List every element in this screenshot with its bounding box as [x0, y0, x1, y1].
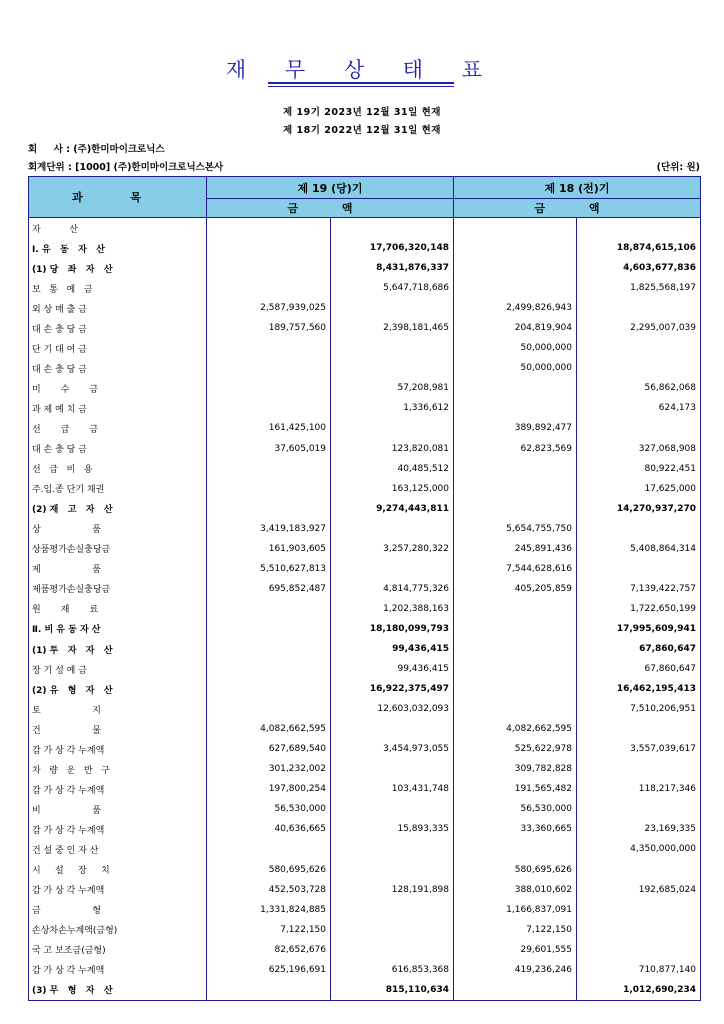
prior-amount-cell: 56,530,000	[454, 799, 577, 819]
table-row	[29, 699, 701, 719]
prior-amount-cell	[577, 860, 701, 880]
table-row	[29, 238, 701, 258]
table-row	[29, 920, 701, 940]
current-amount-cell: 197,800,254	[207, 779, 331, 799]
current-amount-cell: 189,757,560	[207, 318, 331, 338]
prior-period-header: 제 18 (전)기	[454, 177, 701, 199]
account-name: 국 고 보조금(금형)	[29, 940, 207, 960]
prior-amount-cell: 80,922,451	[577, 459, 701, 479]
current-amount-cell: 99,436,415	[331, 639, 454, 659]
account-name: 감 가 상 각 누계액	[29, 779, 207, 799]
current-amount-cell: 301,232,002	[207, 759, 331, 779]
account-name: (1) 투 자 자 산	[29, 639, 207, 659]
current-amount-cell: 57,208,981	[331, 378, 454, 398]
title-underline	[268, 82, 454, 84]
prior-amount-cell	[454, 839, 577, 859]
current-amount-cell: 82,652,676	[207, 940, 331, 960]
table-row	[29, 839, 701, 859]
prior-amount-cell	[577, 298, 701, 318]
account-name: 감 가 상 각 누계액	[29, 739, 207, 759]
prior-amount-cell: 18,874,615,106	[577, 238, 701, 258]
current-amount-cell: 5,510,627,813	[207, 559, 331, 579]
current-amount-cell	[331, 719, 454, 739]
table-row	[29, 338, 701, 358]
account-name: 과 제 예 치 금	[29, 398, 207, 418]
table-row	[29, 459, 701, 479]
prior-amount-cell: 580,695,626	[454, 860, 577, 880]
account-name: 선 급 금	[29, 418, 207, 438]
current-amount-cell	[207, 499, 331, 519]
prior-amount-cell: 191,565,482	[454, 779, 577, 799]
current-amount-cell: 103,431,748	[331, 779, 454, 799]
table-row	[29, 779, 701, 799]
current-amount-cell: 123,820,081	[331, 439, 454, 459]
current-amount-cell: 15,893,335	[331, 819, 454, 839]
account-name: 시 설 장 치	[29, 860, 207, 880]
table-row	[29, 519, 701, 539]
prior-amount-cell: 56,862,068	[577, 378, 701, 398]
account-name: 보 통 예 금	[29, 278, 207, 298]
prior-amount-cell	[577, 940, 701, 960]
current-amount-cell: 625,196,691	[207, 960, 331, 980]
account-name: (1) 당 좌 자 산	[29, 258, 207, 278]
balance-sheet-table	[28, 176, 701, 1001]
prior-amount-cell	[454, 659, 577, 679]
current-amount-cell: 1,331,824,885	[207, 900, 331, 920]
current-amount-cell	[207, 338, 331, 358]
prior-amount-cell: 4,603,677,836	[577, 258, 701, 278]
current-amount-cell	[207, 479, 331, 499]
table-row	[29, 398, 701, 418]
current-amount-cell: 1,336,612	[331, 398, 454, 418]
current-amount-cell: 99,436,415	[331, 659, 454, 679]
company-name: 회 사 : (주)한미마이크로닉스	[28, 144, 165, 155]
account-name: (3) 무 형 자 산	[29, 980, 207, 1001]
current-amount-cell: 2,398,181,465	[331, 318, 454, 338]
account-name: 미 수 금	[29, 378, 207, 398]
prior-amount-cell	[454, 398, 577, 418]
prior-amount-cell: 4,082,662,595	[454, 719, 577, 739]
current-amount-cell	[331, 860, 454, 880]
table-row	[29, 679, 701, 699]
account-name: 제 품	[29, 559, 207, 579]
table-row	[29, 218, 701, 239]
account-name: 상 품	[29, 519, 207, 539]
account-name: (2) 재 고 자 산	[29, 499, 207, 519]
prior-amount-cell: 50,000,000	[454, 358, 577, 378]
table-row	[29, 599, 701, 619]
prior-amount-cell	[454, 599, 577, 619]
prior-amount-cell: 16,462,195,413	[577, 679, 701, 699]
current-amount-cell: 580,695,626	[207, 860, 331, 880]
current-amount-cell: 452,503,728	[207, 880, 331, 900]
account-name: 주.임.종 단기 채권	[29, 479, 207, 499]
prior-amount-cell: 192,685,024	[577, 880, 701, 900]
prior-amount-cell	[577, 358, 701, 378]
current-amount-cell	[207, 839, 331, 859]
prior-amount-cell: 1,012,690,234	[577, 980, 701, 1001]
current-amount-cell	[207, 398, 331, 418]
prior-amount-cell	[454, 479, 577, 499]
prior-amount-cell: 3,557,039,617	[577, 739, 701, 759]
table-row	[29, 960, 701, 980]
period-current: 제 19기 2023년 12월 31일 현재	[283, 107, 441, 118]
current-amount-cell	[207, 599, 331, 619]
table-row	[29, 860, 701, 880]
prior-amount-cell: 67,860,647	[577, 659, 701, 679]
current-amount-cell	[207, 980, 331, 1001]
current-amount-header: 금 액	[207, 199, 454, 218]
account-name: 단 기 대 여 금	[29, 338, 207, 358]
current-amount-cell	[207, 699, 331, 719]
prior-amount-cell	[454, 499, 577, 519]
account-header: 과 목	[29, 177, 207, 218]
account-name: 비 품	[29, 799, 207, 819]
account-name: 자 산	[29, 218, 207, 239]
current-amount-cell	[207, 258, 331, 278]
period-prior: 제 18기 2022년 12월 31일 현재	[283, 125, 441, 136]
current-amount-cell: 16,922,375,497	[331, 679, 454, 699]
prior-amount-cell	[577, 920, 701, 940]
accounting-unit: 회계단위 : [1000] (주)한미마이크로닉스본사	[28, 162, 224, 173]
balance-sheet-body	[29, 218, 701, 1001]
prior-amount-cell: 525,622,978	[454, 739, 577, 759]
current-amount-cell	[207, 278, 331, 298]
current-amount-cell: 40,485,512	[331, 459, 454, 479]
account-name: 원 재 료	[29, 599, 207, 619]
prior-amount-cell: 7,544,628,616	[454, 559, 577, 579]
account-name: 제품평가손실충당금	[29, 579, 207, 599]
prior-amount-cell	[577, 559, 701, 579]
current-amount-cell: 56,530,000	[207, 799, 331, 819]
current-amount-cell	[207, 218, 331, 239]
table-row	[29, 298, 701, 318]
account-name: 감 가 상 각 누계액	[29, 880, 207, 900]
prior-amount-cell	[577, 519, 701, 539]
prior-amount-cell: 405,205,859	[454, 579, 577, 599]
account-name: 감 가 상 각 누계액	[29, 960, 207, 980]
prior-amount-cell: 624,173	[577, 398, 701, 418]
prior-amount-cell: 309,782,828	[454, 759, 577, 779]
prior-amount-cell	[577, 900, 701, 920]
current-amount-cell: 695,852,487	[207, 579, 331, 599]
current-amount-cell	[331, 759, 454, 779]
current-amount-cell	[207, 619, 331, 639]
prior-amount-cell: 388,010,602	[454, 880, 577, 900]
prior-amount-cell: 29,601,555	[454, 940, 577, 960]
prior-amount-cell	[577, 338, 701, 358]
table-row	[29, 278, 701, 298]
prior-amount-cell: 389,892,477	[454, 418, 577, 438]
table-row	[29, 659, 701, 679]
prior-amount-cell: 4,350,000,000	[577, 839, 701, 859]
account-name: Ⅱ. 비 유 동 자 산	[29, 619, 207, 639]
current-amount-cell: 12,603,032,093	[331, 699, 454, 719]
account-name: 대 손 충 당 금	[29, 358, 207, 378]
table-row	[29, 759, 701, 779]
prior-amount-cell: 710,877,140	[577, 960, 701, 980]
current-amount-cell: 161,903,605	[207, 539, 331, 559]
current-amount-cell	[207, 639, 331, 659]
prior-amount-cell: 33,360,665	[454, 819, 577, 839]
table-row	[29, 318, 701, 338]
page-title: 재 무 상 태 표	[225, 58, 499, 82]
account-name: 차 량 운 반 구	[29, 759, 207, 779]
prior-amount-cell: 17,995,609,941	[577, 619, 701, 639]
table-row	[29, 559, 701, 579]
current-amount-cell	[331, 839, 454, 859]
prior-amount-cell: 67,860,647	[577, 639, 701, 659]
prior-amount-cell: 7,510,206,951	[577, 699, 701, 719]
account-name: Ⅰ. 유 동 자 산	[29, 238, 207, 258]
prior-amount-cell: 62,823,569	[454, 439, 577, 459]
prior-amount-cell	[454, 459, 577, 479]
current-amount-cell: 815,110,634	[331, 980, 454, 1001]
prior-amount-cell	[454, 278, 577, 298]
current-amount-cell: 1,202,388,163	[331, 599, 454, 619]
current-amount-cell	[331, 920, 454, 940]
account-name: 대 손 충 당 금	[29, 318, 207, 338]
current-amount-cell	[207, 659, 331, 679]
prior-amount-cell: 204,819,904	[454, 318, 577, 338]
currency-unit: (단위: 원)	[656, 162, 700, 173]
current-amount-cell: 7,122,150	[207, 920, 331, 940]
table-row	[29, 619, 701, 639]
prior-amount-cell: 17,625,000	[577, 479, 701, 499]
current-amount-cell: 4,082,662,595	[207, 719, 331, 739]
current-amount-cell	[207, 358, 331, 378]
account-name: 건 설 중 인 자 산	[29, 839, 207, 859]
prior-amount-cell: 419,236,246	[454, 960, 577, 980]
current-amount-cell	[331, 940, 454, 960]
current-amount-cell	[331, 338, 454, 358]
current-amount-cell: 5,647,718,686	[331, 278, 454, 298]
table-row	[29, 719, 701, 739]
prior-amount-cell	[454, 238, 577, 258]
current-amount-cell: 17,706,320,148	[331, 238, 454, 258]
table-row	[29, 439, 701, 459]
prior-amount-cell: 14,270,937,270	[577, 499, 701, 519]
prior-amount-cell: 327,068,908	[577, 439, 701, 459]
account-name: (2) 유 형 자 산	[29, 679, 207, 699]
table-row	[29, 940, 701, 960]
prior-amount-cell	[454, 619, 577, 639]
account-name: 감 가 상 각 누계액	[29, 819, 207, 839]
table-row	[29, 418, 701, 438]
prior-amount-cell: 1,166,837,091	[454, 900, 577, 920]
current-amount-cell	[331, 900, 454, 920]
current-amount-cell: 18,180,099,793	[331, 619, 454, 639]
prior-amount-cell: 2,499,826,943	[454, 298, 577, 318]
prior-amount-cell: 23,169,335	[577, 819, 701, 839]
current-amount-cell	[331, 358, 454, 378]
prior-amount-cell: 1,825,568,197	[577, 278, 701, 298]
prior-amount-cell: 7,139,422,757	[577, 579, 701, 599]
prior-amount-cell: 7,122,150	[454, 920, 577, 940]
current-amount-cell	[207, 459, 331, 479]
prior-amount-cell	[577, 799, 701, 819]
account-name: 금 형	[29, 900, 207, 920]
prior-amount-cell	[577, 759, 701, 779]
account-name: 장 기 성 예 금	[29, 659, 207, 679]
current-amount-cell: 37,605,019	[207, 439, 331, 459]
current-amount-cell: 40,636,665	[207, 819, 331, 839]
current-amount-cell: 2,587,939,025	[207, 298, 331, 318]
table-row	[29, 799, 701, 819]
current-amount-cell	[331, 218, 454, 239]
current-amount-cell: 3,454,973,055	[331, 739, 454, 759]
account-name: 손상차손누계액(금형)	[29, 920, 207, 940]
prior-amount-cell	[454, 980, 577, 1001]
prior-amount-cell: 118,217,346	[577, 779, 701, 799]
table-row	[29, 539, 701, 559]
account-name: 건 물	[29, 719, 207, 739]
account-name: 대 손 충 당 금	[29, 439, 207, 459]
current-amount-cell: 8,431,876,337	[331, 258, 454, 278]
table-row	[29, 819, 701, 839]
table-row	[29, 639, 701, 659]
current-amount-cell: 3,419,183,927	[207, 519, 331, 539]
current-amount-cell	[331, 559, 454, 579]
table-row	[29, 980, 701, 1001]
prior-amount-cell	[454, 378, 577, 398]
prior-amount-cell	[454, 679, 577, 699]
table-row	[29, 579, 701, 599]
table-row	[29, 499, 701, 519]
current-amount-cell	[331, 519, 454, 539]
account-name: 외 상 매 출 금	[29, 298, 207, 318]
table-row	[29, 479, 701, 499]
current-amount-cell: 9,274,443,811	[331, 499, 454, 519]
current-amount-cell: 161,425,100	[207, 418, 331, 438]
prior-amount-cell: 1,722,650,199	[577, 599, 701, 619]
prior-amount-cell	[577, 218, 701, 239]
prior-amount-cell: 50,000,000	[454, 338, 577, 358]
current-amount-cell: 627,689,540	[207, 739, 331, 759]
current-amount-cell	[207, 238, 331, 258]
current-amount-cell	[207, 679, 331, 699]
table-row	[29, 358, 701, 378]
current-amount-cell: 616,853,368	[331, 960, 454, 980]
current-amount-cell	[331, 418, 454, 438]
current-amount-cell: 128,191,898	[331, 880, 454, 900]
current-amount-cell: 163,125,000	[331, 479, 454, 499]
table-row	[29, 739, 701, 759]
current-amount-cell: 3,257,280,322	[331, 539, 454, 559]
account-name: 토 지	[29, 699, 207, 719]
table-row	[29, 880, 701, 900]
prior-amount-cell	[454, 218, 577, 239]
account-name: 선 급 비 용	[29, 459, 207, 479]
current-period-header: 제 19 (당)기	[207, 177, 454, 199]
current-amount-cell	[207, 378, 331, 398]
prior-amount-cell	[454, 258, 577, 278]
current-amount-cell: 4,814,775,326	[331, 579, 454, 599]
table-row	[29, 378, 701, 398]
prior-amount-cell: 5,654,755,750	[454, 519, 577, 539]
title-underline-thin	[268, 86, 454, 87]
prior-amount-header: 금 액	[454, 199, 701, 218]
account-name: 상품평가손실충당금	[29, 539, 207, 559]
prior-amount-cell	[577, 418, 701, 438]
prior-amount-cell	[454, 699, 577, 719]
prior-amount-cell: 5,408,864,314	[577, 539, 701, 559]
current-amount-cell	[331, 298, 454, 318]
prior-amount-cell	[577, 719, 701, 739]
table-row	[29, 900, 701, 920]
table-row	[29, 258, 701, 278]
current-amount-cell	[331, 799, 454, 819]
prior-amount-cell: 245,891,436	[454, 539, 577, 559]
prior-amount-cell: 2,295,007,039	[577, 318, 701, 338]
prior-amount-cell	[454, 639, 577, 659]
